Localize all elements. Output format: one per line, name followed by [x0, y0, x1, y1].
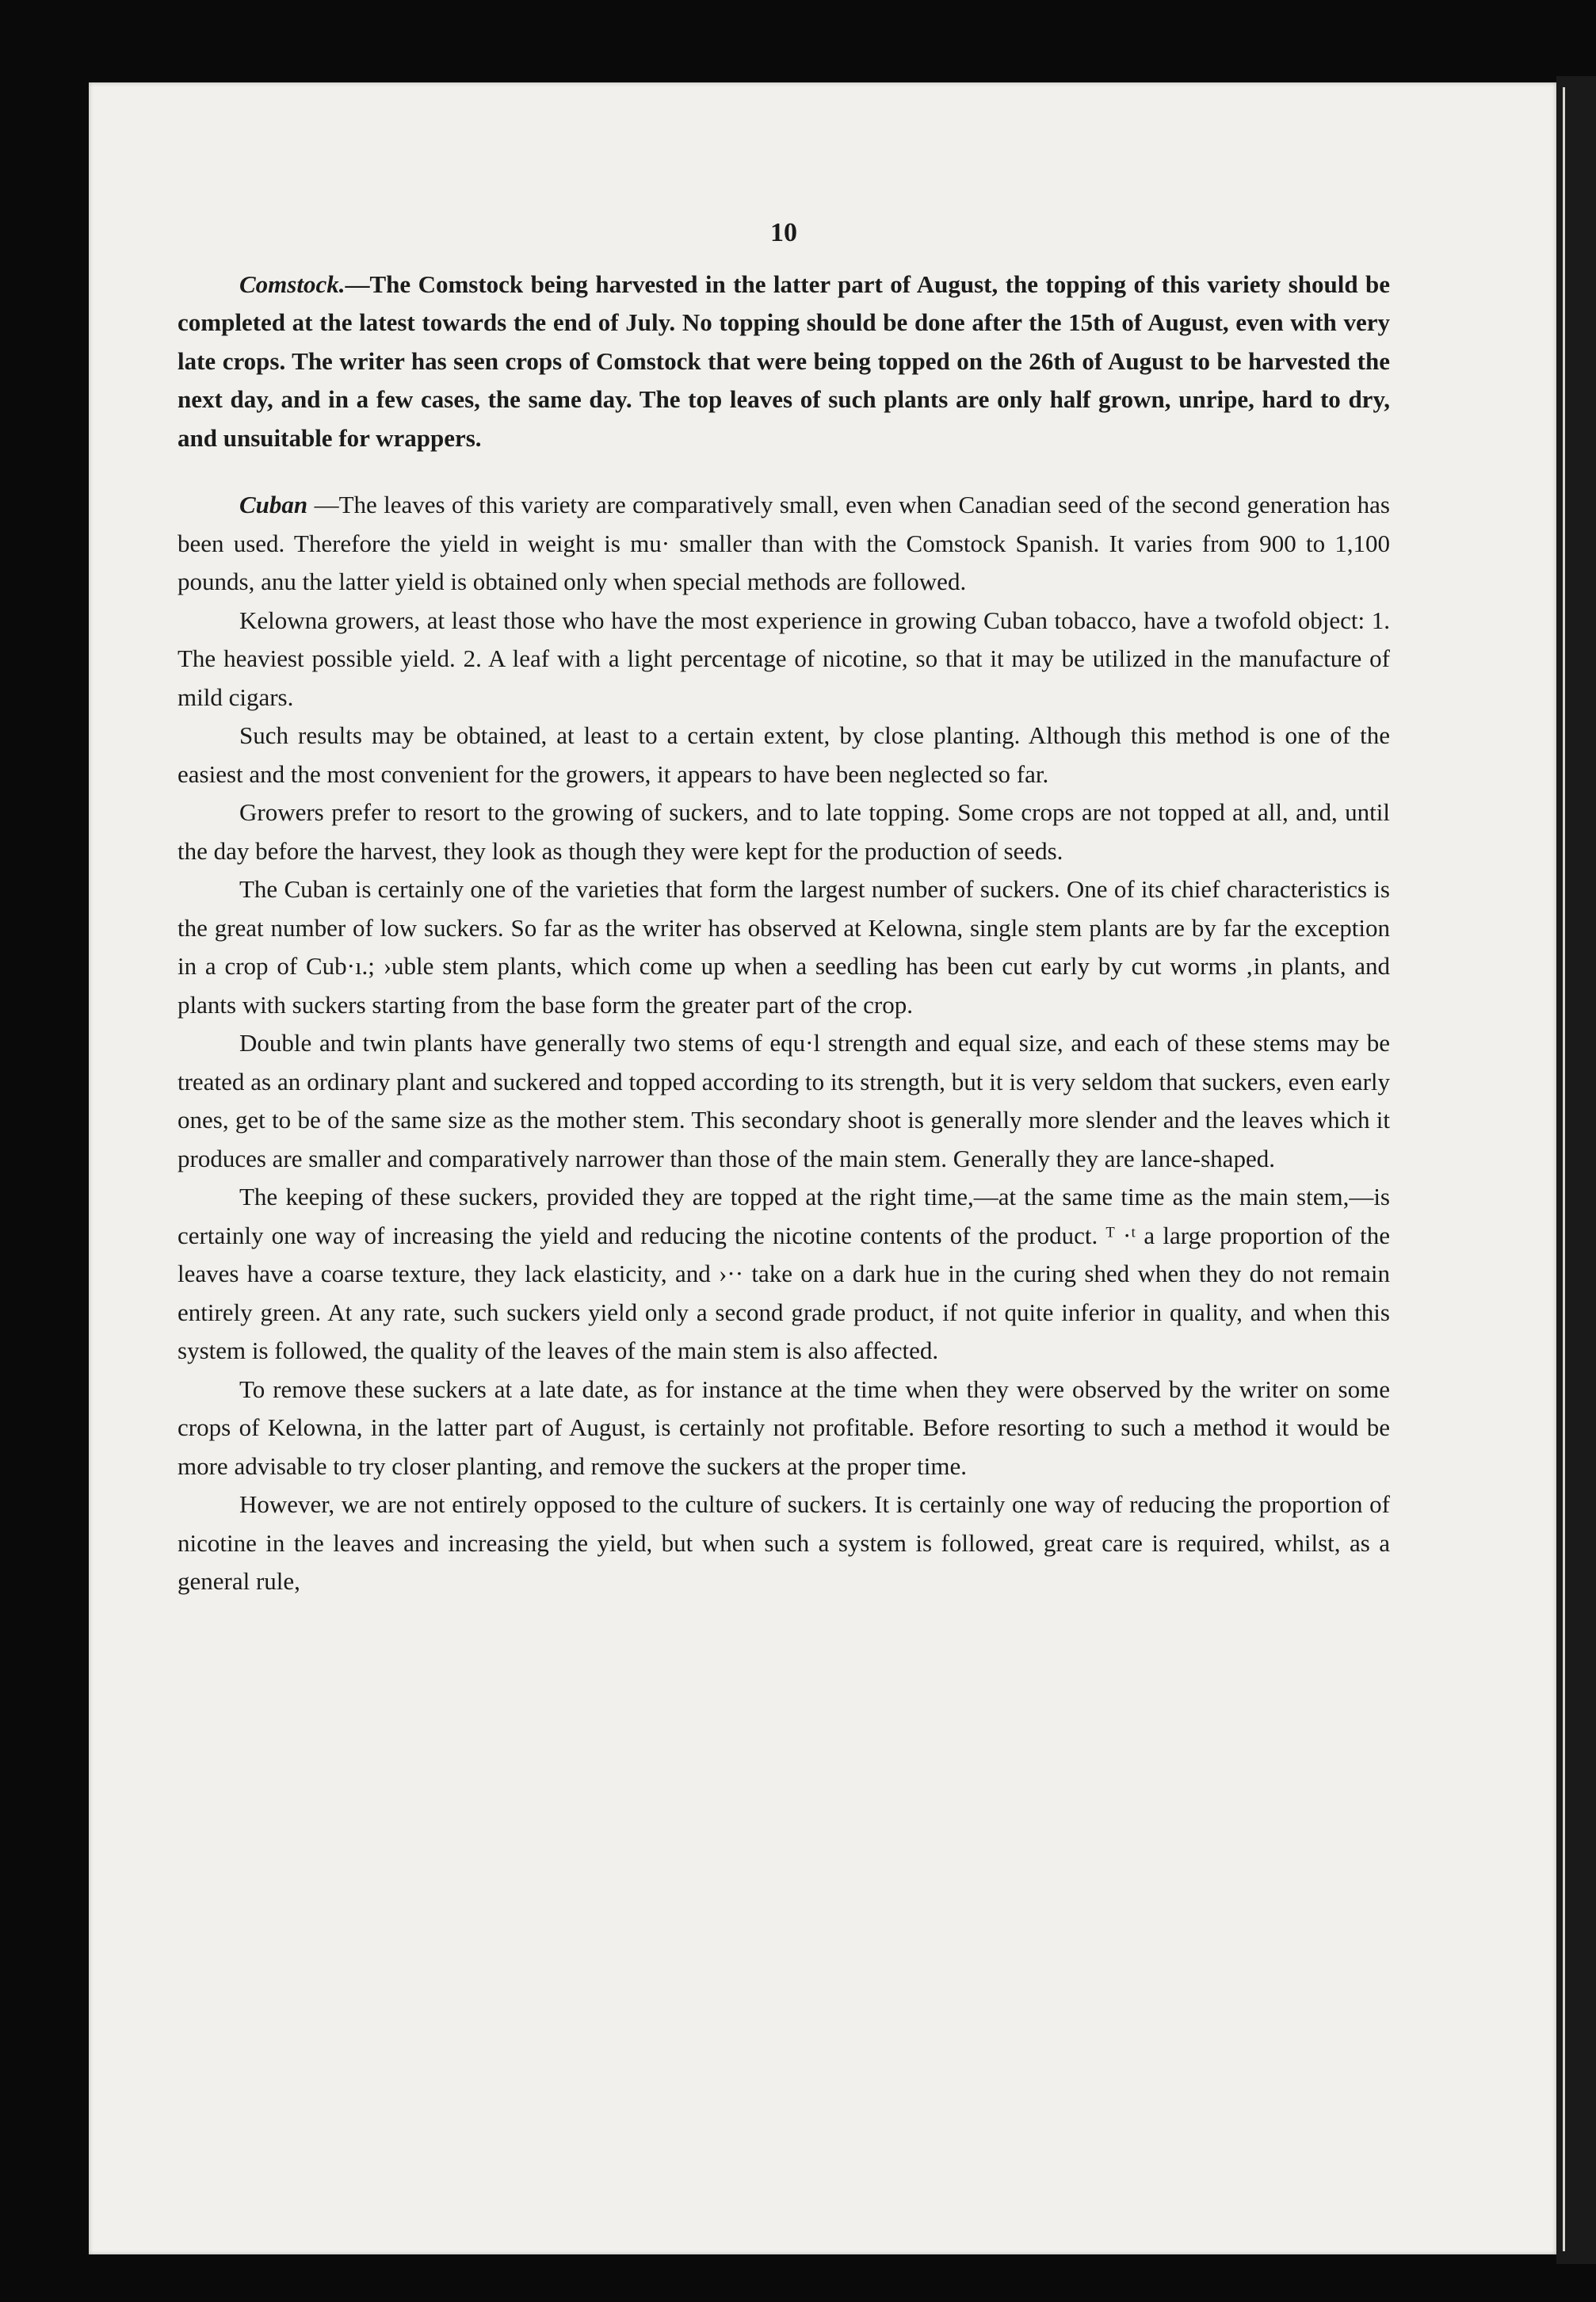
paragraph: Kelowna growers, at least those who have the most experience in growing Cuban tobacco, have a twofold object: 1. The heaviest possible yield. 2. A leaf with a light percentage of nicotine, so that it may be utilized in the manufacture of mild cigars. — [178, 606, 1390, 711]
paragraph-body: —The leaves of this variety are comparatively small, even when Canadian seed of the second generation has been used. Therefore the yield in weight is mu· smaller than with the Comstock Spanish. It varies from 900 to 1,100 pounds, anu the latter yield is obtained only when special methods are followed. — [178, 491, 1390, 595]
paragraph-body: —The Comstock being harvested in the latter part of August, the topping of this variety should be completed at the latest towards the end of July. No topping should be done after the 15th of August, even with very late crops. The writer has seen crops of Comstock that were being topped on the 26th of August to be harvested the next day, and in a few cases, the same day. The top leaves of such plants are only half grown, unripe, hard to dry, and unsuitable for wrappers. — [178, 270, 1390, 452]
paragraph-lead: Cuban — [239, 491, 308, 518]
paragraph: Double and twin plants have generally two stems of equ·l strength and equal size, and each of these stems may be treated as an ordinary plant and suckered and topped according to its strength, but it is very seldom that suckers, even early ones, get to be of the same size as the mother stem. This secondary shoot is generally more slender and the leaves which it produces are smaller and comparatively narrower than those of the main stem. Generally they are lance-shaped. — [178, 1029, 1390, 1172]
paragraph: Such results may be obtained, at least to a certain extent, by close planting. Although this method is one of the easiest and the most convenient for the growers, it appears to have been neglected so far. — [178, 721, 1390, 788]
paragraph-cuban — [178, 486, 1390, 602]
paragraph-lead: Comstock. — [239, 270, 346, 298]
page-number: 10 — [770, 218, 797, 247]
next-page-edge — [1563, 87, 1565, 2251]
paragraph-comstock — [178, 266, 1390, 458]
paragraph: The keeping of these suckers, provided they are topped at the right time,—at the same time as the main stem,—is certainly one way of increasing the yield and reducing the nicotine contents of the product. ᵀ ·ᵗ a large proportion of the leaves have a coarse texture, they lack elasticity, and ›·· take on a dark hue in the curing shed when they do not remain entirely green. At any rate, such suckers yield only a second grade product, if not quite inferior in quality, and when this system is followed, the quality of the leaves of the main stem is also affected. — [178, 1183, 1390, 1364]
paragraph: Growers prefer to resort to the growing of suckers, and to late topping. Some crops are not topped at all, and, until the day before the harvest, they look as though they were kept for the production of seeds. — [178, 798, 1390, 865]
paragraph: However, we are not entirely opposed to the culture of suckers. It is certainly one way of reducing the proportion of nicotine in the leaves and increasing the yield, but when such a system is followed, great care is required, whilst, as a general rule, — [178, 1490, 1390, 1595]
page-text — [178, 214, 1390, 1601]
paragraph: The Cuban is certainly one of the varieties that form the largest number of suckers. One of its chief characteristics is the great number of low suckers. So far as the writer has observed at Kelowna, single stem plants are by far the exception in a crop of Cub·ı.; ›uble stem plants, which come up when a seedling has been cut early by cut worms ‚in plants, and plants with suckers starting from the base form the greater part of the crop. — [178, 875, 1390, 1019]
paragraph: To remove these suckers at a late date, as for instance at the time when they were observed by the writer on some crops of Kelowna, in the latter part of August, is certainly not profitable. Before resorting to such a method it would be more advisable to try closer planting, and remove the suckers at the proper time. — [178, 1375, 1390, 1480]
